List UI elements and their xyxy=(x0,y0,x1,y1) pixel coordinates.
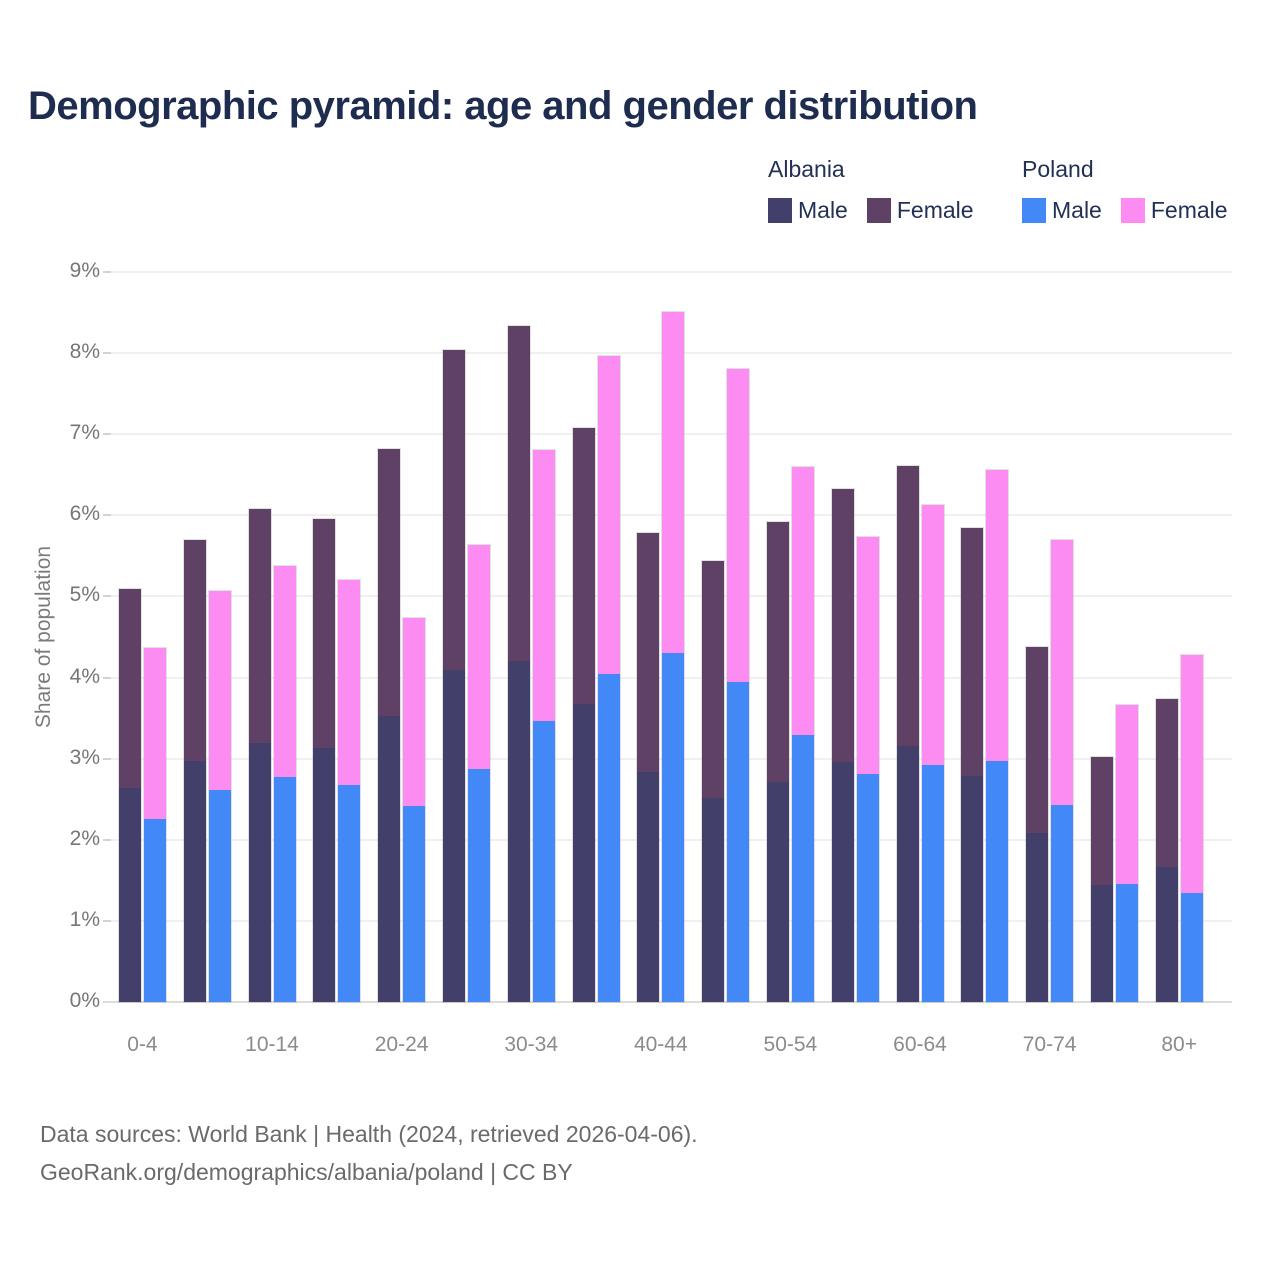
y-tick-mark xyxy=(103,514,111,516)
bar-segment-poland-male-40-44 xyxy=(662,653,684,1002)
bar-albania-15-19 xyxy=(313,519,335,1002)
bar-poland-20-24 xyxy=(403,618,425,1002)
footer-attribution-line: GeoRank.org/demographics/albania/poland | CC BY xyxy=(40,1159,573,1185)
bar-segment-poland-male-35-39 xyxy=(598,674,620,1003)
y-tick-label: 2% xyxy=(69,826,100,850)
bar-segment-albania-female-20-24 xyxy=(378,449,400,717)
y-tick-label: 5% xyxy=(69,583,100,607)
bar-segment-albania-female-45-49 xyxy=(702,561,724,798)
bar-segment-poland-male-55-59 xyxy=(857,774,879,1002)
x-tick-label-60-64: 60-64 xyxy=(893,1033,947,1056)
legend-item-label: Female xyxy=(1150,197,1228,223)
bar-segment-poland-male-5-9 xyxy=(209,790,231,1002)
bar-segment-poland-female-5-9 xyxy=(209,591,231,791)
bar-segment-albania-female-15-19 xyxy=(313,519,335,749)
footer xyxy=(40,1115,698,1191)
bar-segment-poland-female-50-54 xyxy=(792,467,814,735)
gridline-9% xyxy=(110,271,1232,273)
bar-albania-25-29 xyxy=(443,350,465,1002)
y-tick-mark xyxy=(103,677,111,679)
bar-albania-65-69 xyxy=(961,528,983,1003)
bar-albania-75-79 xyxy=(1091,757,1113,1002)
x-tick-label-0-4: 0-4 xyxy=(127,1033,158,1056)
bar-segment-albania-male-80+ xyxy=(1156,867,1178,1002)
bar-segment-poland-male-15-19 xyxy=(338,785,360,1002)
footer-source-line: Data sources: World Bank | Health (2024, retrieved 2026-04-06). xyxy=(40,1121,698,1147)
bar-segment-albania-female-35-39 xyxy=(573,428,595,705)
bar-segment-albania-male-70-74 xyxy=(1026,833,1048,1002)
bar-albania-30-34 xyxy=(508,326,530,1002)
bar-segment-albania-female-70-74 xyxy=(1026,647,1048,834)
bar-poland-10-14 xyxy=(274,566,296,1002)
bar-poland-25-29 xyxy=(468,545,490,1002)
bar-segment-albania-male-25-29 xyxy=(443,670,465,1002)
bar-poland-0-4 xyxy=(144,648,166,1002)
x-tick-label-80+: 80+ xyxy=(1161,1033,1197,1056)
bar-segment-poland-male-30-34 xyxy=(533,721,555,1002)
bar-albania-40-44 xyxy=(637,533,659,1002)
bar-segment-poland-male-65-69 xyxy=(986,761,1008,1002)
bar-albania-35-39 xyxy=(573,428,595,1002)
x-tick-label-20-24: 20-24 xyxy=(374,1033,429,1056)
bar-segment-albania-male-50-54 xyxy=(767,782,789,1002)
bar-poland-15-19 xyxy=(338,580,360,1002)
x-tick-label-40-44: 40-44 xyxy=(633,1033,688,1056)
y-tick-label: 6% xyxy=(69,502,100,526)
bar-segment-albania-female-10-14 xyxy=(249,509,271,743)
bar-poland-40-44 xyxy=(662,312,684,1002)
bar-poland-75-79 xyxy=(1116,705,1138,1002)
bar-segment-poland-female-30-34 xyxy=(533,450,555,720)
legend-country-label: Poland xyxy=(1022,156,1094,182)
page-title: Demographic pyramid: age and gender distribution xyxy=(28,84,978,128)
legend-item-label: Female xyxy=(896,197,974,223)
bar-segment-poland-male-60-64 xyxy=(922,765,944,1002)
bar-segment-albania-female-40-44 xyxy=(637,533,659,771)
bar-albania-60-64 xyxy=(897,466,919,1002)
bar-segment-albania-female-25-29 xyxy=(443,350,465,670)
bar-albania-20-24 xyxy=(378,449,400,1002)
bar-segment-poland-female-80+ xyxy=(1181,655,1203,893)
bar-segment-albania-female-30-34 xyxy=(508,326,530,662)
y-tick-label: 3% xyxy=(69,745,100,769)
bar-segment-albania-female-75-79 xyxy=(1091,757,1113,885)
x-tick-label-30-34: 30-34 xyxy=(504,1033,559,1056)
bar-segment-albania-male-35-39 xyxy=(573,704,595,1002)
bar-segment-albania-male-55-59 xyxy=(832,762,854,1002)
bar-poland-35-39 xyxy=(598,356,620,1002)
legend-item-label: Male xyxy=(1052,197,1102,223)
bar-segment-poland-male-75-79 xyxy=(1116,884,1138,1002)
bar-segment-albania-female-80+ xyxy=(1156,699,1178,867)
bar-albania-0-4 xyxy=(119,589,141,1002)
y-tick-label: 7% xyxy=(69,421,100,445)
x-tick-label-10-14: 10-14 xyxy=(245,1033,299,1056)
bar-segment-albania-male-30-34 xyxy=(508,661,530,1002)
bar-albania-10-14 xyxy=(249,509,271,1002)
y-tick-mark xyxy=(103,433,111,435)
bar-segment-poland-male-10-14 xyxy=(274,777,296,1002)
bar-segment-poland-female-0-4 xyxy=(144,648,166,819)
bar-segment-albania-male-0-4 xyxy=(119,788,141,1002)
y-tick-label: 8% xyxy=(69,340,100,364)
y-tick-mark xyxy=(103,352,111,354)
x-tick-label-50-54: 50-54 xyxy=(763,1033,818,1056)
x-tick-label-70-74: 70-74 xyxy=(1022,1033,1077,1056)
bar-segment-poland-female-60-64 xyxy=(922,505,944,765)
y-tick-label: 1% xyxy=(69,907,100,931)
bar-segment-poland-male-70-74 xyxy=(1051,805,1073,1002)
bar-segment-poland-female-65-69 xyxy=(986,470,1008,761)
y-tick-label: 0% xyxy=(69,989,100,1012)
bar-segment-poland-female-35-39 xyxy=(598,356,620,674)
bar-segment-poland-female-45-49 xyxy=(727,369,749,682)
bar-segment-albania-male-45-49 xyxy=(702,798,724,1002)
bar-segment-albania-male-60-64 xyxy=(897,746,919,1002)
bar-segment-poland-female-10-14 xyxy=(274,566,296,778)
bar-segment-poland-male-20-24 xyxy=(403,806,425,1002)
bar-segment-poland-female-20-24 xyxy=(403,618,425,805)
bar-segment-albania-female-65-69 xyxy=(961,528,983,776)
y-axis-title: Share of population xyxy=(32,545,55,729)
bar-segment-albania-female-5-9 xyxy=(184,540,206,761)
bar-poland-70-74 xyxy=(1051,540,1073,1002)
bar-segment-albania-male-10-14 xyxy=(249,743,271,1002)
bar-segment-albania-male-75-79 xyxy=(1091,885,1113,1002)
y-tick-mark xyxy=(103,839,111,841)
bar-segment-poland-male-25-29 xyxy=(468,769,490,1002)
bar-poland-60-64 xyxy=(922,505,944,1002)
bar-segment-poland-female-25-29 xyxy=(468,545,490,769)
bar-poland-55-59 xyxy=(857,537,879,1002)
y-tick-mark xyxy=(103,920,111,922)
bar-segment-albania-male-40-44 xyxy=(637,772,659,1002)
bar-albania-80+ xyxy=(1156,699,1178,1002)
bar-segment-albania-female-0-4 xyxy=(119,589,141,788)
y-tick-label: 9% xyxy=(69,259,100,282)
bar-segment-poland-female-15-19 xyxy=(338,580,360,785)
bar-albania-70-74 xyxy=(1026,647,1048,1002)
bar-segment-poland-male-45-49 xyxy=(727,682,749,1002)
bar-poland-30-34 xyxy=(533,450,555,1002)
bar-segment-poland-female-40-44 xyxy=(662,312,684,653)
bar-segment-albania-female-60-64 xyxy=(897,466,919,746)
bar-poland-5-9 xyxy=(209,591,231,1002)
bar-segment-poland-male-80+ xyxy=(1181,893,1203,1003)
bar-segment-albania-male-15-19 xyxy=(313,748,335,1002)
bar-poland-45-49 xyxy=(727,369,749,1002)
bar-segment-poland-male-50-54 xyxy=(792,735,814,1002)
bar-albania-45-49 xyxy=(702,561,724,1002)
bar-poland-50-54 xyxy=(792,467,814,1002)
bar-segment-albania-male-20-24 xyxy=(378,716,400,1002)
y-tick-mark xyxy=(103,595,111,597)
bar-segment-poland-female-70-74 xyxy=(1051,540,1073,804)
bar-albania-50-54 xyxy=(767,522,789,1002)
bar-poland-80+ xyxy=(1181,655,1203,1002)
legend-item-label: Male xyxy=(798,197,848,223)
bar-segment-poland-female-55-59 xyxy=(857,537,879,774)
bar-albania-5-9 xyxy=(184,540,206,1002)
bar-albania-55-59 xyxy=(832,489,854,1002)
bar-segment-albania-male-5-9 xyxy=(184,761,206,1002)
bar-segment-poland-female-75-79 xyxy=(1116,705,1138,884)
bar-segment-albania-male-65-69 xyxy=(961,776,983,1002)
bar-poland-65-69 xyxy=(986,470,1008,1002)
bar-segment-albania-female-55-59 xyxy=(832,489,854,762)
y-tick-label: 4% xyxy=(69,664,100,688)
legend-country-label: Albania xyxy=(768,156,845,182)
y-tick-mark xyxy=(103,758,111,760)
bar-segment-albania-female-50-54 xyxy=(767,522,789,782)
bar-segment-poland-male-0-4 xyxy=(144,819,166,1002)
y-tick-mark xyxy=(103,271,111,273)
